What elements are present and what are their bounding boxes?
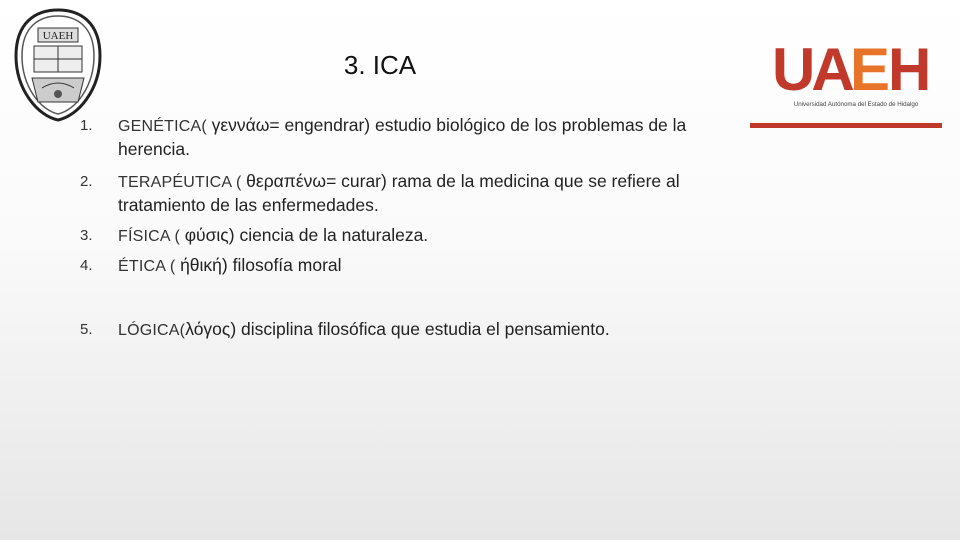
list-text: ÉTICA ( ήθική) filosofía moral — [118, 255, 342, 275]
uaeh-logo — [766, 34, 946, 130]
list-number: 5. — [80, 321, 93, 338]
seal-label: UAEH — [42, 30, 74, 42]
list-text: TERAPÉUTICA ( θεραπένω= curar) rama de la medicina que se refiere al tratamiento de las enfermedades. — [118, 171, 680, 215]
svg-text:H: H — [888, 36, 928, 103]
list-number: 1. — [80, 117, 93, 134]
list-number: 2. — [80, 173, 93, 190]
slide-title: 3. ICA — [343, 50, 417, 80]
university-seal — [8, 6, 108, 124]
logo-underline — [750, 123, 942, 128]
list-number: 4. — [80, 257, 93, 274]
list-number: 3. — [80, 227, 93, 244]
list-text: GENÉTICA( γεννάω= engendrar) estudio biológico de los problemas de la herencia. — [118, 115, 687, 159]
logo-caption: Universidad Autónoma del Estado de Hidalgo — [793, 101, 919, 108]
svg-text:UA: UA — [772, 36, 851, 103]
list-text: FÍSICA ( φύσις) ciencia de la naturaleza. — [118, 225, 429, 245]
list-text: LÓGICA(λόγος) disciplina filosófica que estudia el pensamiento. — [118, 319, 610, 339]
svg-text:E: E — [850, 36, 887, 103]
